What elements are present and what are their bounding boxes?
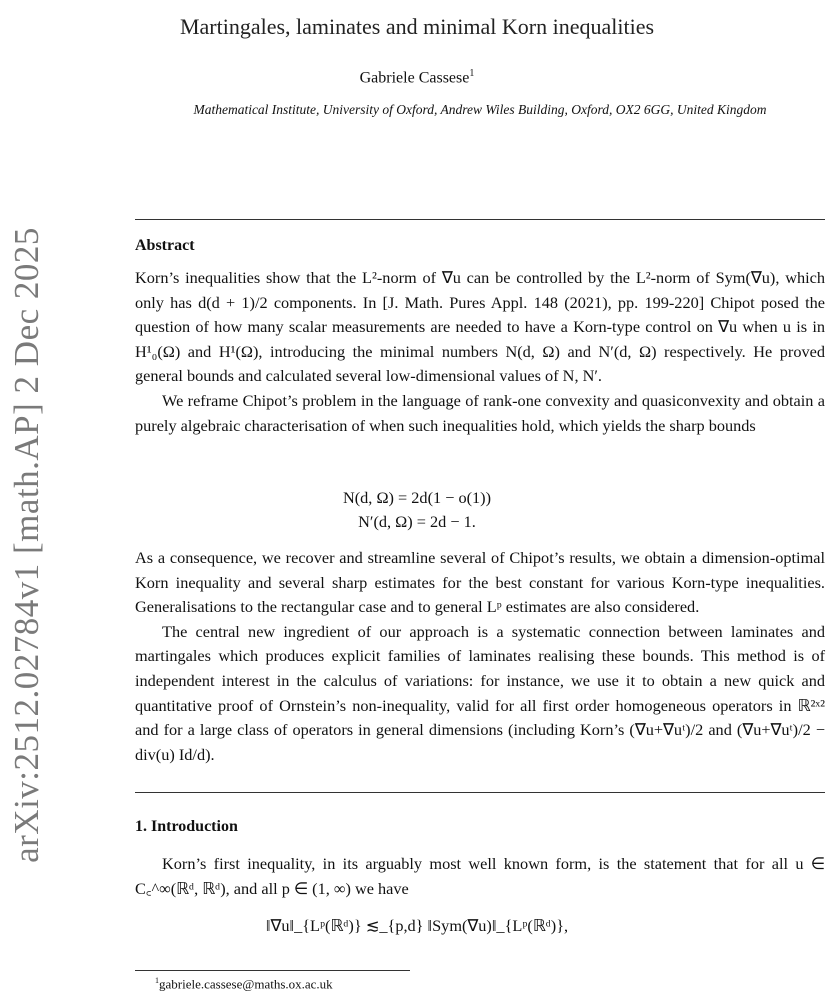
introduction-body xyxy=(135,852,825,901)
abstract-top-rule xyxy=(135,219,825,220)
footnote-email: gabriele.cassese@maths.ox.ac.uk xyxy=(159,976,333,992)
introduction-paragraph-1: Korn’s first inequality, in its arguably most well known form, is the statement that for all u ∈ C꜀^∞(ℝᵈ, ℝᵈ), and all p ∈ (1, ∞) we have xyxy=(135,854,825,898)
footnote xyxy=(155,976,333,992)
abstract-paragraph-1: Korn’s inequalities show that the L²-norm of ∇u can be controlled by the L²-norm of Sym(∇u), which only has d(d + 1)/2 components. In [J. Math. Pures Appl. 148 (2021), pp. 199-220] Chipot posed the question of how many scalar measurements are needed to have a Korn-type control on ∇u when u is in H¹₀(Ω) and H¹(Ω), introducing the minimal numbers N(d, Ω) and N′(d, Ω) respectively. He proved general bounds and calculated several low-dimensional values of N, N′. xyxy=(135,268,825,386)
abstract-heading: Abstract xyxy=(135,237,195,254)
korn-inequality-equation: ‖∇u‖_{Lᵖ(ℝᵈ)} ≲_{p,d} ‖Sym(∇u)‖_{Lᵖ(ℝᵈ)}, xyxy=(265,916,569,935)
equation-N-prime: N′(d, Ω) = 2d − 1. xyxy=(358,512,476,531)
arxiv-identifier-stamp xyxy=(2,227,52,863)
abstract-paragraph-2: We reframe Chipot’s problem in the language of rank-one convexity and quasiconvexity and obtain a purely algebraic characterisation of when such inequalities hold, which yields the sharp bounds xyxy=(135,390,825,435)
abstract-bottom-rule xyxy=(135,792,825,793)
abstract-display-equations xyxy=(0,486,834,534)
author-affiliation: Mathematical Institute, University of Oxford, Andrew Wiles Building, Oxford, OX2 6GG, United Kingdom xyxy=(193,102,767,117)
abstract-body-lower xyxy=(135,546,825,767)
author-line xyxy=(0,68,834,87)
korn-inequality-display xyxy=(0,914,834,938)
author-name: Gabriele Cassese xyxy=(359,69,470,87)
abstract-paragraph-3: As a consequence, we recover and streamline several of Chipot’s results, we obtain a dimension-optimal Korn inequality and several sharp estimates for the best constant for various Korn-type inequalities. Generalisations to the rectangular case and to general Lᵖ estimates are also considered. xyxy=(135,548,825,617)
paper-title: Martingales, laminates and minimal Korn inequalities xyxy=(179,14,655,39)
abstract-paragraph-4: The central new ingredient of our approach is a systematic connection between laminates and martingales which produces explicit families of laminates realising these bounds. This method is of independent interest in the calculus of variations: for instance, we use it to obtain a new quick and quantitative proof of Ornstein’s non-inequality, valid for all first order homogeneous operators in ℝ²ˣ² and for a large class of operators in general dimensions (including Korn’s (∇u+∇uᵗ)/2 and (∇u+∇uᵗ)/2 − div(u) Id/d). xyxy=(135,621,825,764)
footnote-rule xyxy=(135,970,410,971)
equation-N: N(d, Ω) = 2d(1 − o(1)) xyxy=(342,488,492,507)
section-heading-introduction: 1. Introduction xyxy=(135,818,238,835)
abstract-body-upper xyxy=(135,266,825,438)
author-footnote-mark: 1 xyxy=(469,68,475,79)
footnote-mark: 1 xyxy=(155,976,159,985)
arxiv-identifier-text: arXiv:2512.02784v1 [math.AP] 2 Dec 2025 xyxy=(7,227,47,863)
